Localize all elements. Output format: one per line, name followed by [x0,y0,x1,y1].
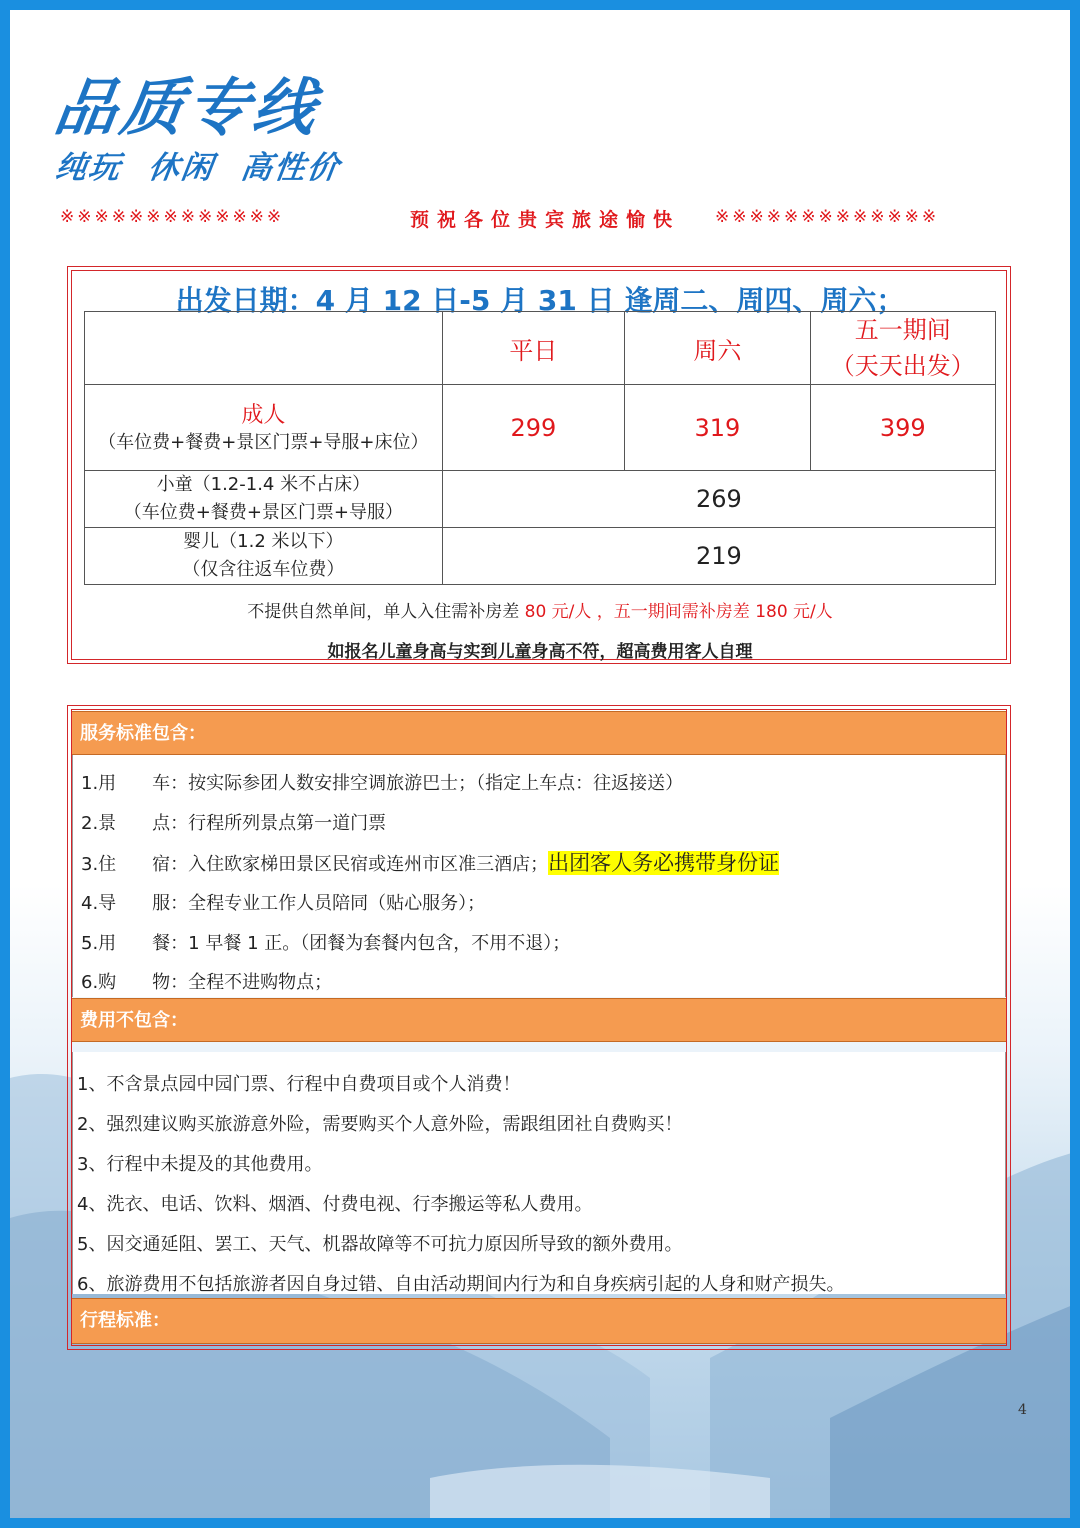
price-table-corner [85,312,443,385]
included-item-5: 5.用 餐：1 早餐 1 正。（团餐为套餐内包含，不用不退）； [81,933,571,954]
price-section [67,266,1011,664]
infant-label: 婴儿（1.2 米以下） [183,531,344,552]
excluded-list [72,1052,1006,1294]
page-number: 4 [1018,1402,1027,1418]
row-infant-label [85,528,443,585]
child-price: 269 [442,471,995,528]
header-mayday-label: 五一期间 [854,316,951,344]
single-room-note-text: 不提供自然单间，单人入住需补房差 [247,602,525,622]
greeting-marks-left: ※※※※※※※※※※※※※ [60,207,285,227]
single-room-note [68,597,1012,622]
infant-detail: （仅含往返车位费） [182,559,345,580]
greeting-row [60,207,1050,233]
child-height-note: 如报名儿童身高与实到儿童身高不符，超高费用客人自理 [327,642,753,662]
excluded-item-1: 1、不含景点园中园门票、行程中自费项目或个人消费！ [77,1074,521,1095]
logo-subtitle-3: 高性价 [238,150,343,186]
excluded-item-6: 6、旅游费用不包括旅游者因自身过错、自由活动期间内行为和自身疾病引起的人身和财产损失。 [77,1274,845,1295]
header-saturday: 周六 [625,312,810,385]
logo-subtitle-1: 纯玩 [52,150,125,186]
adult-detail: （车位费+餐费+景区门票+导服+床位） [98,432,429,453]
excluded-heading: 费用不包含： [72,998,1006,1042]
excluded-item-3: 3、行程中未提及的其他费用。 [77,1154,323,1175]
itinerary-heading: 行程标准： [72,1298,1006,1344]
included-item-3-text: 3.住 宿：入住欧家梯田景区民宿或连州市区准三酒店； [81,854,549,875]
header-mayday [810,312,995,385]
child-label: 小童（1.2-1.4 米不占床） [156,474,371,495]
excluded-item-5: 5、因交通延阻、罢工、天气、机器故障等不可抗力原因所导致的额外费用。 [77,1234,683,1255]
greeting-marks-right: ※※※※※※※※※※※※※ [715,207,940,227]
adult-mayday-price: 399 [810,385,995,471]
child-detail: （车位费+餐费+景区门票+导服） [123,502,403,523]
included-item-6: 6.购 物：全程不进购物点； [81,972,333,993]
header-mayday-note: （天天出发） [830,352,975,380]
header-weekday: 平日 [442,312,624,385]
included-heading: 服务标准包含： [72,711,1006,755]
included-item-1: 1.用 车：按实际参团人数安排空调旅游巴士；（指定上车点：往返接送） [81,773,684,794]
id-card-highlight: 出团客人务必携带身份证 [548,851,780,875]
excluded-item-4: 4、洗衣、电话、饮料、烟酒、付费电视、行李搬运等私人费用。 [77,1194,593,1215]
adult-weekday-price: 299 [442,385,624,471]
row-adult-label [85,385,443,471]
logo-subtitle-2: 休闲 [145,150,217,186]
adult-label: 成人 [241,403,286,428]
logo-title: 品质专线 [50,71,325,144]
included-item-2: 2.景 点：行程所列景点第一道门票 [81,813,387,834]
included-item-3 [81,847,779,877]
row-child-label [85,471,443,528]
single-room-note-price: 80 元/人 ，五一期间需补房差 180 元/人 [524,602,833,622]
included-item-4: 4.导 服：全程专业工作人员陪同（贴心服务）； [81,893,486,914]
adult-saturday-price: 319 [625,385,810,471]
excluded-item-2: 2、强烈建议购买旅游意外险，需要购买个人意外险，需跟组团社自费购买！ [77,1114,683,1135]
service-section [67,705,1011,1350]
departure-date-title: 出发日期：4 月 12 日-5 月 31 日 逢周二、周四、周六； [175,284,905,317]
logo-subtitle [53,142,358,187]
greeting-text: 预祝各位贵宾旅途愉快 [410,209,681,231]
included-list [72,755,1006,997]
infant-price: 219 [442,528,995,585]
price-table [84,311,996,585]
